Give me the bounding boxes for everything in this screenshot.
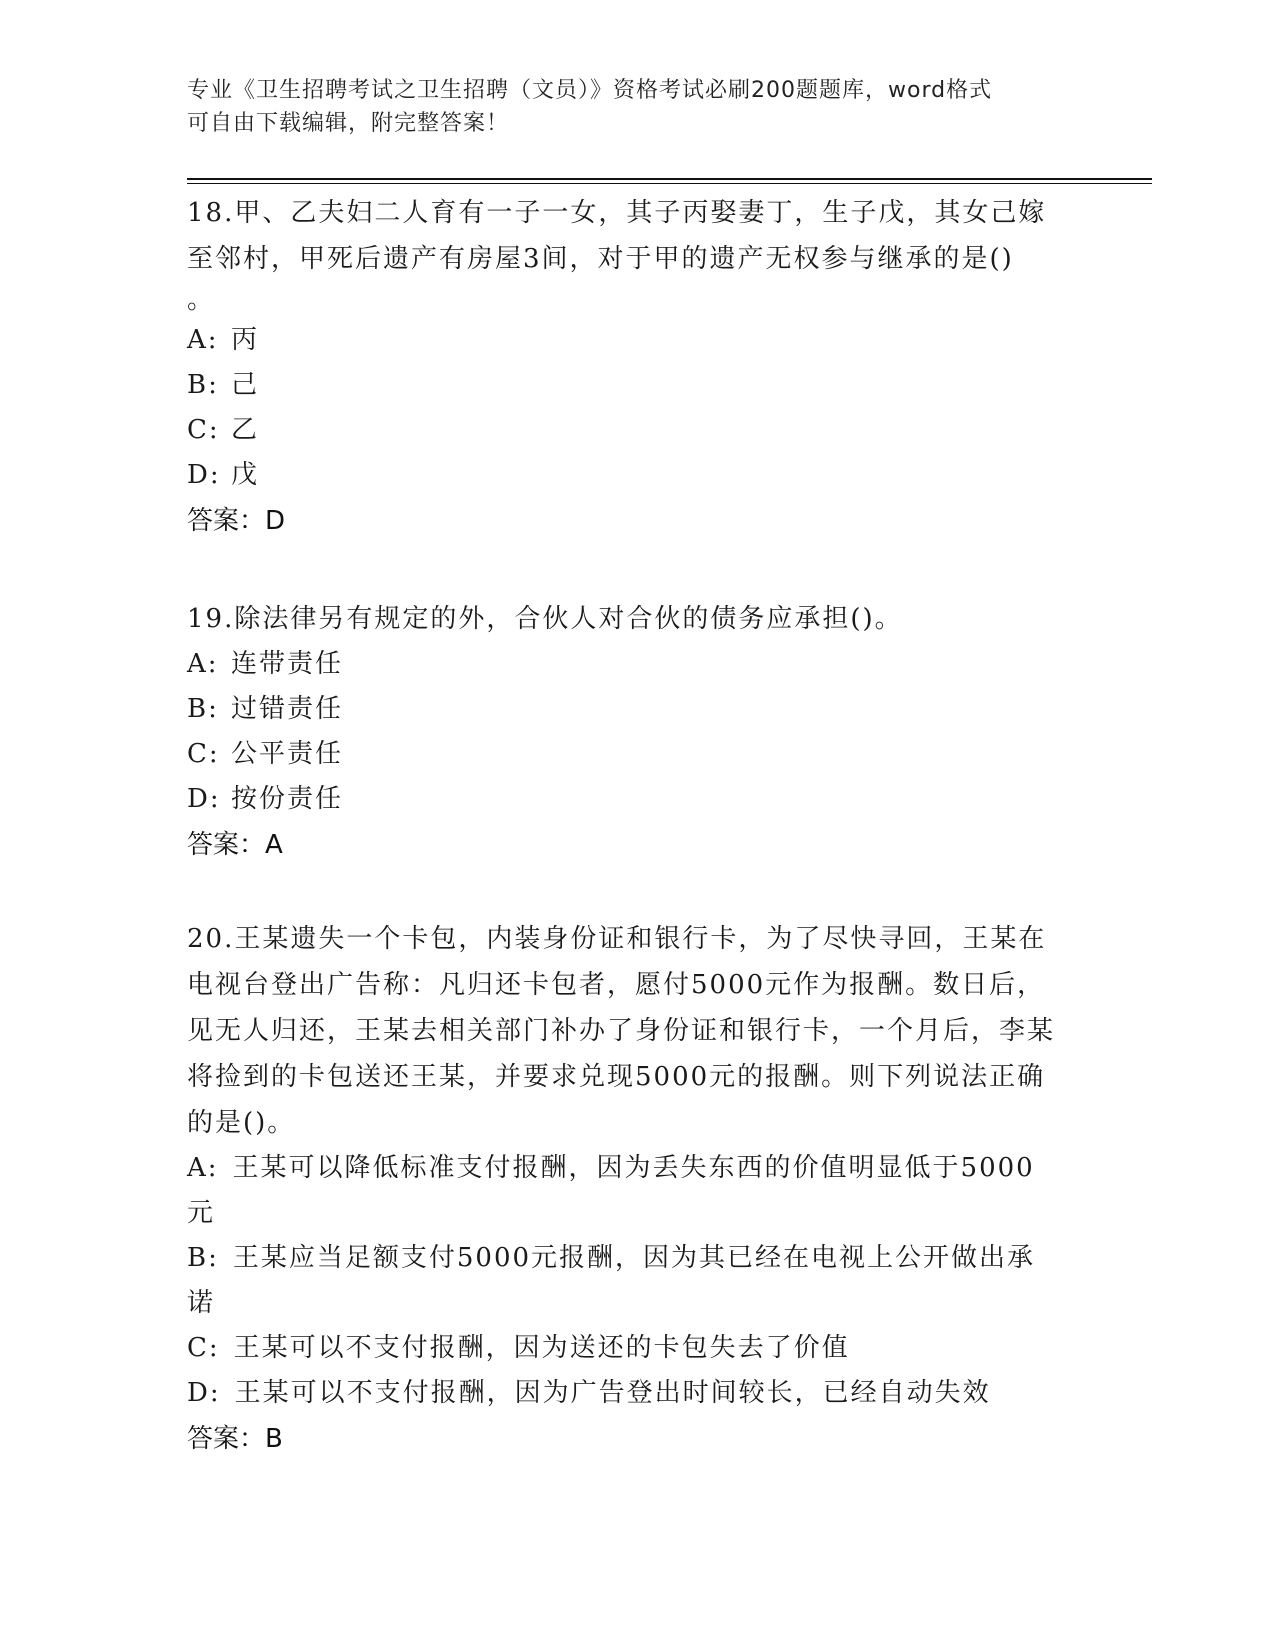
option-text: 王某可以不支付报酬，因为送还的卡包失去了价值 bbox=[233, 1333, 850, 1363]
option-letter: A: bbox=[187, 1153, 219, 1183]
option-text: 连带责任 bbox=[231, 649, 344, 679]
option-letter: B: bbox=[187, 370, 219, 400]
option-d bbox=[187, 1371, 1057, 1416]
header-rule-thin bbox=[187, 183, 1152, 184]
option-c bbox=[187, 732, 1087, 777]
answer-line: 答案：D bbox=[187, 506, 286, 536]
question-stem: 19.除法律另有规定的外，合伙人对合伙的债务应承担()。 bbox=[187, 604, 903, 634]
question-stem: 18.甲、乙夫妇二人育有一子一女，其子丙娶妻丁，生子戊，其女己嫁至邻村，甲死后遗产有房屋3间，对于甲的遗产无权参与继承的是() bbox=[187, 198, 1047, 274]
question-19 bbox=[187, 596, 1087, 868]
option-letter: C: bbox=[187, 1333, 220, 1363]
option-a bbox=[187, 1146, 1057, 1236]
option-text: 乙 bbox=[231, 415, 260, 445]
option-letter: A: bbox=[187, 325, 219, 355]
question-20 bbox=[187, 916, 1087, 1462]
header-line-2: 可自由下载编辑，附完整答案！ bbox=[187, 111, 510, 136]
question-18 bbox=[187, 190, 1087, 544]
option-d bbox=[187, 777, 1087, 822]
option-text: 王某应当足额支付5000元报酬，因为其已经在电视上公开做出承诺 bbox=[187, 1243, 1036, 1318]
question-stem: 20.王某遗失一个卡包，内装身份证和银行卡，为了尽快寻回，王某在电视台登出广告称：凡归还卡包者，愿付5000元作为报酬。数日后，见无人归还，王某去相关部门补办了身份证和银行卡，一个月后，李某将捡到的卡包送还王某，并要求兑现5000元的报酬。则下列说法正确的是()。 bbox=[187, 924, 1056, 1138]
header-line-1: 专业《卫生招聘考试之卫生招聘（文员）》资格考试必刷200题题库，word格式 bbox=[187, 78, 993, 103]
option-letter: C: bbox=[187, 415, 220, 445]
option-letter: D: bbox=[187, 784, 221, 814]
question-stem-tail: 。 bbox=[187, 285, 214, 315]
option-text: 按份责任 bbox=[231, 784, 344, 814]
option-text: 丙 bbox=[231, 325, 260, 355]
option-c bbox=[187, 408, 1087, 453]
option-letter: C: bbox=[187, 739, 220, 769]
option-text: 王某可以降低标准支付报酬，因为丢失东西的价值明显低于5000元 bbox=[187, 1153, 1035, 1228]
header-rule-thick bbox=[187, 178, 1152, 180]
option-text: 王某可以不支付报酬，因为广告登出时间较长，已经自动失效 bbox=[234, 1378, 991, 1408]
option-text: 公平责任 bbox=[231, 739, 344, 769]
option-text: 戊 bbox=[231, 460, 260, 490]
option-b bbox=[187, 1236, 1057, 1326]
option-a bbox=[187, 318, 1087, 363]
option-letter: D: bbox=[187, 460, 221, 490]
option-d bbox=[187, 453, 1087, 498]
option-b bbox=[187, 687, 1087, 732]
option-text: 己 bbox=[231, 370, 260, 400]
option-a bbox=[187, 642, 1087, 687]
answer-line: 答案：B bbox=[187, 1424, 283, 1454]
option-text: 过错责任 bbox=[231, 694, 344, 724]
option-letter: B: bbox=[187, 694, 219, 724]
option-letter: D: bbox=[187, 1378, 221, 1408]
option-b bbox=[187, 363, 1087, 408]
document-header bbox=[187, 74, 1067, 140]
option-c bbox=[187, 1326, 1057, 1371]
option-letter: A: bbox=[187, 649, 219, 679]
option-letter: B: bbox=[187, 1243, 219, 1273]
answer-line: 答案：A bbox=[187, 830, 283, 860]
